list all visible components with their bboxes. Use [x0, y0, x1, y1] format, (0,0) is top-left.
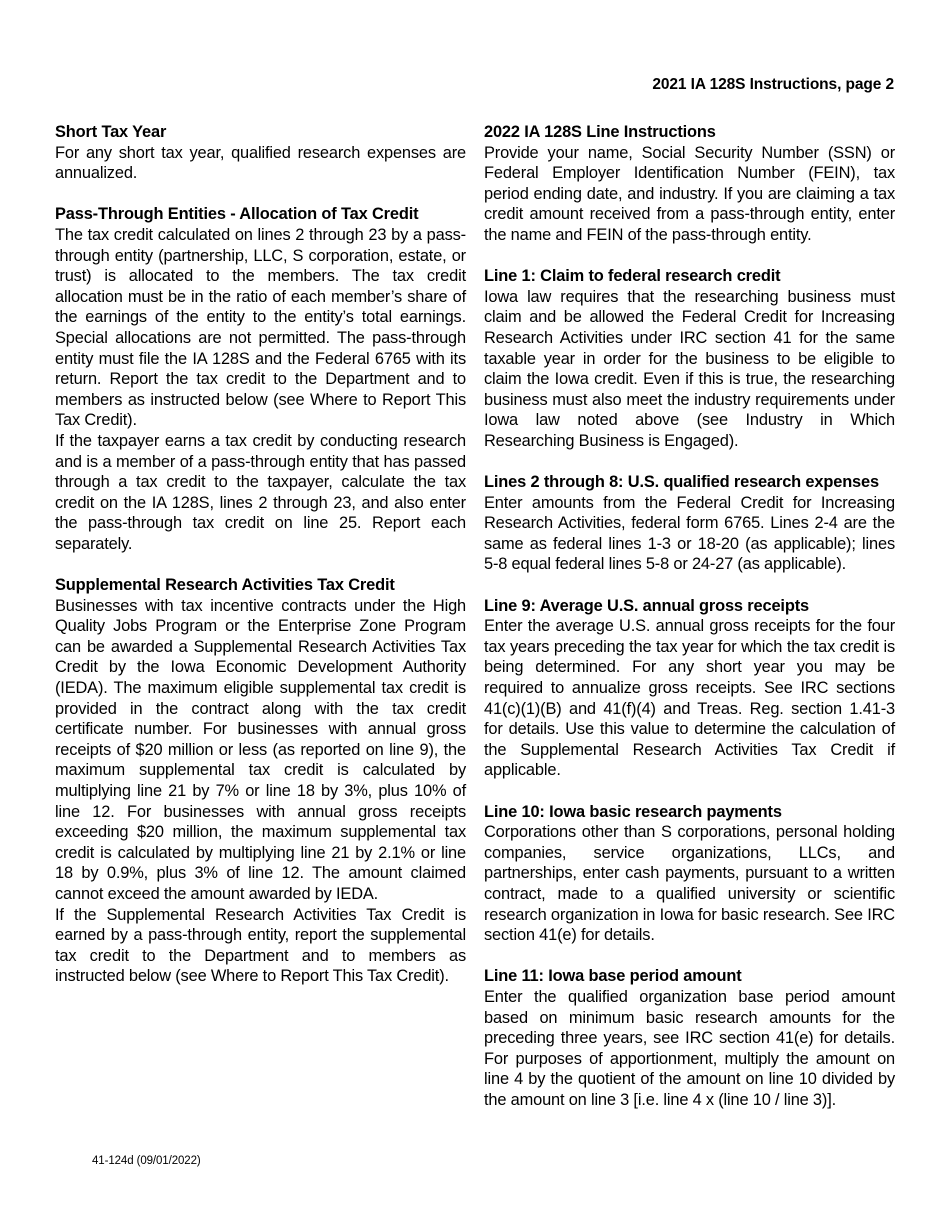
section	[484, 122, 895, 246]
right-column	[484, 122, 895, 1111]
section-paragraph: If the Supplemental Research Activities Tax Credit is earned by a pass-through entity, report the supplemental tax credit to the Department and to members as instructed below (see Where to Report This Tax Credit).	[55, 905, 466, 986]
section	[484, 472, 895, 575]
two-column-body	[55, 122, 894, 1111]
section	[55, 204, 466, 554]
section-heading: Supplemental Research Activities Tax Credit	[55, 576, 395, 595]
section-heading: Pass-Through Entities - Allocation of Tax Credit	[55, 205, 419, 224]
form-number-footer: 41-124d (09/01/2022)	[92, 1155, 201, 1167]
page-header: 2021 IA 128S Instructions, page 2	[652, 76, 894, 93]
section-heading: Line 10: Iowa basic research payments	[484, 802, 782, 821]
section-paragraph: Corporations other than S corporations, personal holding companies, service organizations, LLCs, and partnerships, enter cash payments, pursuant to a written contract, made to a qualified university or scientific research organization in Iowa for basic research. See IRC section 41(e) for details.	[484, 823, 895, 945]
section-heading: Line 11: Iowa base period amount	[484, 967, 742, 986]
section	[484, 802, 895, 946]
section-paragraph: Enter amounts from the Federal Credit for Increasing Research Activities, federal form 6765. Lines 2-4 are the same as federal lines 1-3 or 18-20 (as applicable); lines 5-8 equal federal lines 5-8 or 24-27 (as applicable).	[484, 493, 895, 574]
section-heading: Short Tax Year	[55, 123, 167, 141]
section-heading: Lines 2 through 8: U.S. qualified research expenses	[484, 473, 879, 492]
section-heading: 2022 IA 128S Line Instructions	[484, 123, 716, 141]
section	[55, 575, 466, 987]
section-paragraph: Businesses with tax incentive contracts under the High Quality Jobs Program or the Enterprise Zone Program can be awarded a Supplemental Research Activities Tax Credit by the Iowa Economic Development Authority (IEDA). The maximum eligible supplemental tax credit is provided in the contract along with the tax credit certificate number. For businesses with annual gross receipts of $20 million or less (as reported on line 9), the maximum supplemental tax credit is calculated by multiplying line 21 by 7% or line 18 by 3%, plus 10% of line 12. For businesses with annual gross receipts exceeding $20 million, the maximum supplemental tax credit is calculated by multiplying line 21 by 2.1% or line 18 by 0.9%, plus 3% of line 12. The amount claimed cannot exceed the amount awarded by IEDA.	[55, 596, 466, 903]
section-paragraph: The tax credit calculated on lines 2 through 23 by a pass-through entity (partnership, LLC, S corporation, estate, or trust) is allocated to the members. The tax credit allocation must be in the ratio of each member’s share of the earnings of the entity to the entity’s total earnings. Special allocations are not permitted. The pass-through entity must file the IA 128S and the Federal 6765 with its return. Report the tax credit to the Department and to members as instructed below (see Where to Report This Tax Credit).	[55, 225, 466, 430]
section	[484, 266, 895, 451]
section-heading: Line 9: Average U.S. annual gross receipts	[484, 596, 809, 615]
left-column	[55, 122, 466, 1111]
section	[484, 966, 895, 1110]
section-paragraph: For any short tax year, qualified research expenses are annualized.	[55, 143, 466, 183]
section	[484, 596, 895, 781]
section-paragraph: Enter the average U.S. annual gross receipts for the four tax years preceding the tax year for which the tax credit is being determined. For any short year you may be required to annualize gross receipts. See IRC sections 41(c)(1)(B) and 41(f)(4) and Treas. Reg. section 1.41-3 for details. Use this value to determine the calculation of the Supplemental Research Activities Tax Credit if applicable.	[484, 617, 895, 780]
section-paragraph: Provide your name, Social Security Number (SSN) or Federal Employer Identification Number (FEIN), tax period ending date, and industry. If you are claiming a tax credit amount received from a pass-through entity, enter the name and FEIN of the pass-through entity.	[484, 143, 895, 244]
section-heading: Line 1: Claim to federal research credit	[484, 267, 781, 286]
section-paragraph: If the taxpayer earns a tax credit by conducting research and is a member of a pass-through entity that has passed through a tax credit to the taxpayer, calculate the tax credit on the IA 128S, lines 2 through 23, and also enter the pass-through tax credit on line 25. Report each separately.	[55, 431, 466, 553]
section-paragraph: Iowa law requires that the researching business must claim and be allowed the Federal Credit for Increasing Research Activities under IRC section 41 for the same taxable year in order for the business to be eligible to claim the Iowa credit. Even if this is true, the researching business must also meet the industry requirements under Iowa law noted above (see Industry in Which Researching Business is Engaged).	[484, 287, 895, 450]
section	[55, 122, 466, 184]
section-paragraph: Enter the qualified organization base period amount based on minimum basic research amounts for the preceding three years, see IRC section 41(e) for details. For purposes of apportionment, multiply the amount on line 4 by the quotient of the amount on line 10 divided by the amount on line 3 [i.e. line 4 x (line 10 / line 3)].	[484, 987, 895, 1109]
